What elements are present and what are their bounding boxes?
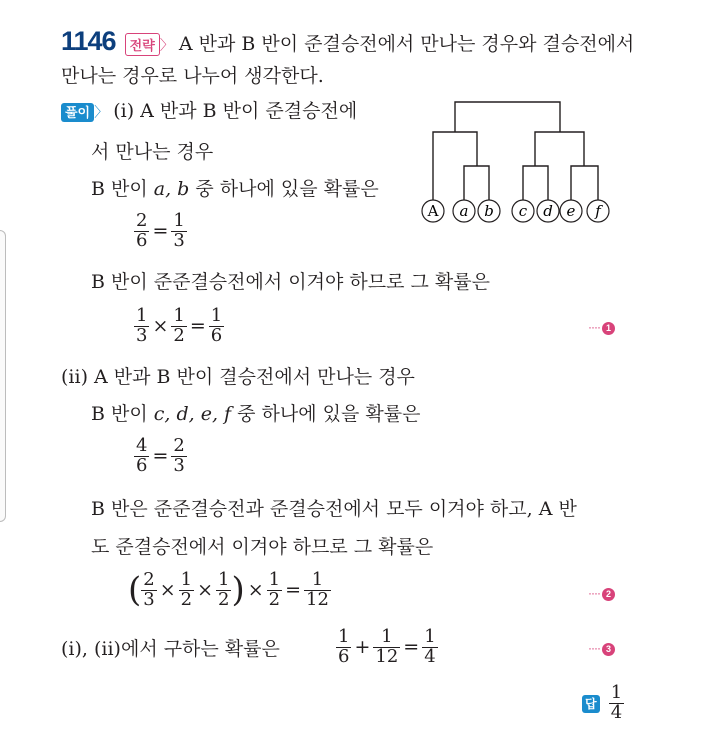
case2-vars: c, d, e, f xyxy=(153,403,232,425)
svg-text:c: c xyxy=(518,202,528,220)
svg-text:b: b xyxy=(484,202,494,220)
answer-badge: 답 xyxy=(582,695,600,713)
svg-text:e: e xyxy=(566,202,576,220)
eq-2-6: $\frac{2}{6}$ = $\frac{1}{3}$ xyxy=(136,210,185,251)
eq-4-6: $\frac{4}{6}$ = $\frac{2}{3}$ xyxy=(136,435,185,476)
case1-prob-line: B 반이 a, b 중 하나에 있을 확률은 xyxy=(91,178,379,200)
case1-title-cont: 서 만나는 경우 xyxy=(91,141,214,163)
chevron-right-icon: 〉 xyxy=(94,105,109,121)
eq1: $\frac{1}{3}$ × $\frac{1}{2}$ = $\frac{1}{6}$ xyxy=(136,305,223,346)
bracket-match-a-b xyxy=(464,166,489,200)
problem-text-line1: A 반과 B 반이 준결승전에서 만나는 경우와 결승전에서 xyxy=(178,33,635,55)
problem-text-line2: 만나는 경우로 나누어 생각한다. xyxy=(61,65,324,87)
case2-win-line2: 도 준결승전에서 이겨야 하므로 그 확률은 xyxy=(91,536,434,558)
chevron-right-icon: 〉 xyxy=(159,38,174,54)
svg-text:d: d xyxy=(543,202,553,220)
ref-marker-1: ···· 1 xyxy=(588,320,615,335)
ref-marker-3: ···· 3 xyxy=(588,641,615,656)
case1-title: 풀이 〉 (i) A 반과 B 반이 준결승전에 xyxy=(61,102,357,122)
bracket-match-e-f xyxy=(571,166,598,200)
svg-text:f: f xyxy=(595,202,601,220)
case2-title: (ii) A 반과 B 반이 결승전에서 만나는 경우 xyxy=(61,366,415,388)
strategy-tag: 전략 xyxy=(125,33,160,56)
page-edge-tab xyxy=(0,230,6,522)
bracket-match-c-d xyxy=(523,166,548,200)
final-text: (i), (ii)에서 구하는 확률은 xyxy=(61,638,280,660)
tournament-bracket xyxy=(412,96,632,228)
eq3: $\frac{1}{6}$ + $\frac{1}{12}$ = $\frac{1}{4}$ xyxy=(338,626,436,667)
eq2: ( $\frac{2}{3}$ × $\frac{1}{2}$ × $\frac{1}{2}$ ) × $\frac{1}{2}$ = $\frac{1}{12}$ xyxy=(128,568,329,610)
svg-text:a: a xyxy=(459,202,469,220)
bracket-semi-cdef xyxy=(535,132,584,166)
ref-marker-2: ···· 2 xyxy=(588,586,615,601)
bracket-final xyxy=(455,102,560,132)
answer: 답 $\frac{1}{4}$ xyxy=(582,684,624,723)
leaf-label: A xyxy=(427,202,439,220)
case1-vars: a, b xyxy=(153,178,190,200)
case1-win-line: B 반이 준준결승전에서 이겨야 하므로 그 확률은 xyxy=(91,271,490,293)
problem-number: 1146 xyxy=(61,26,116,56)
solution-badge: 풀이 xyxy=(61,103,94,122)
case2-win-line1: B 반은 준준결승전과 준결승전에서 모두 이겨야 하고, A 반 xyxy=(91,498,577,520)
problem-header xyxy=(61,26,634,57)
case2-prob-line: B 반이 c, d, e, f 중 하나에 있을 확률은 xyxy=(91,403,421,425)
